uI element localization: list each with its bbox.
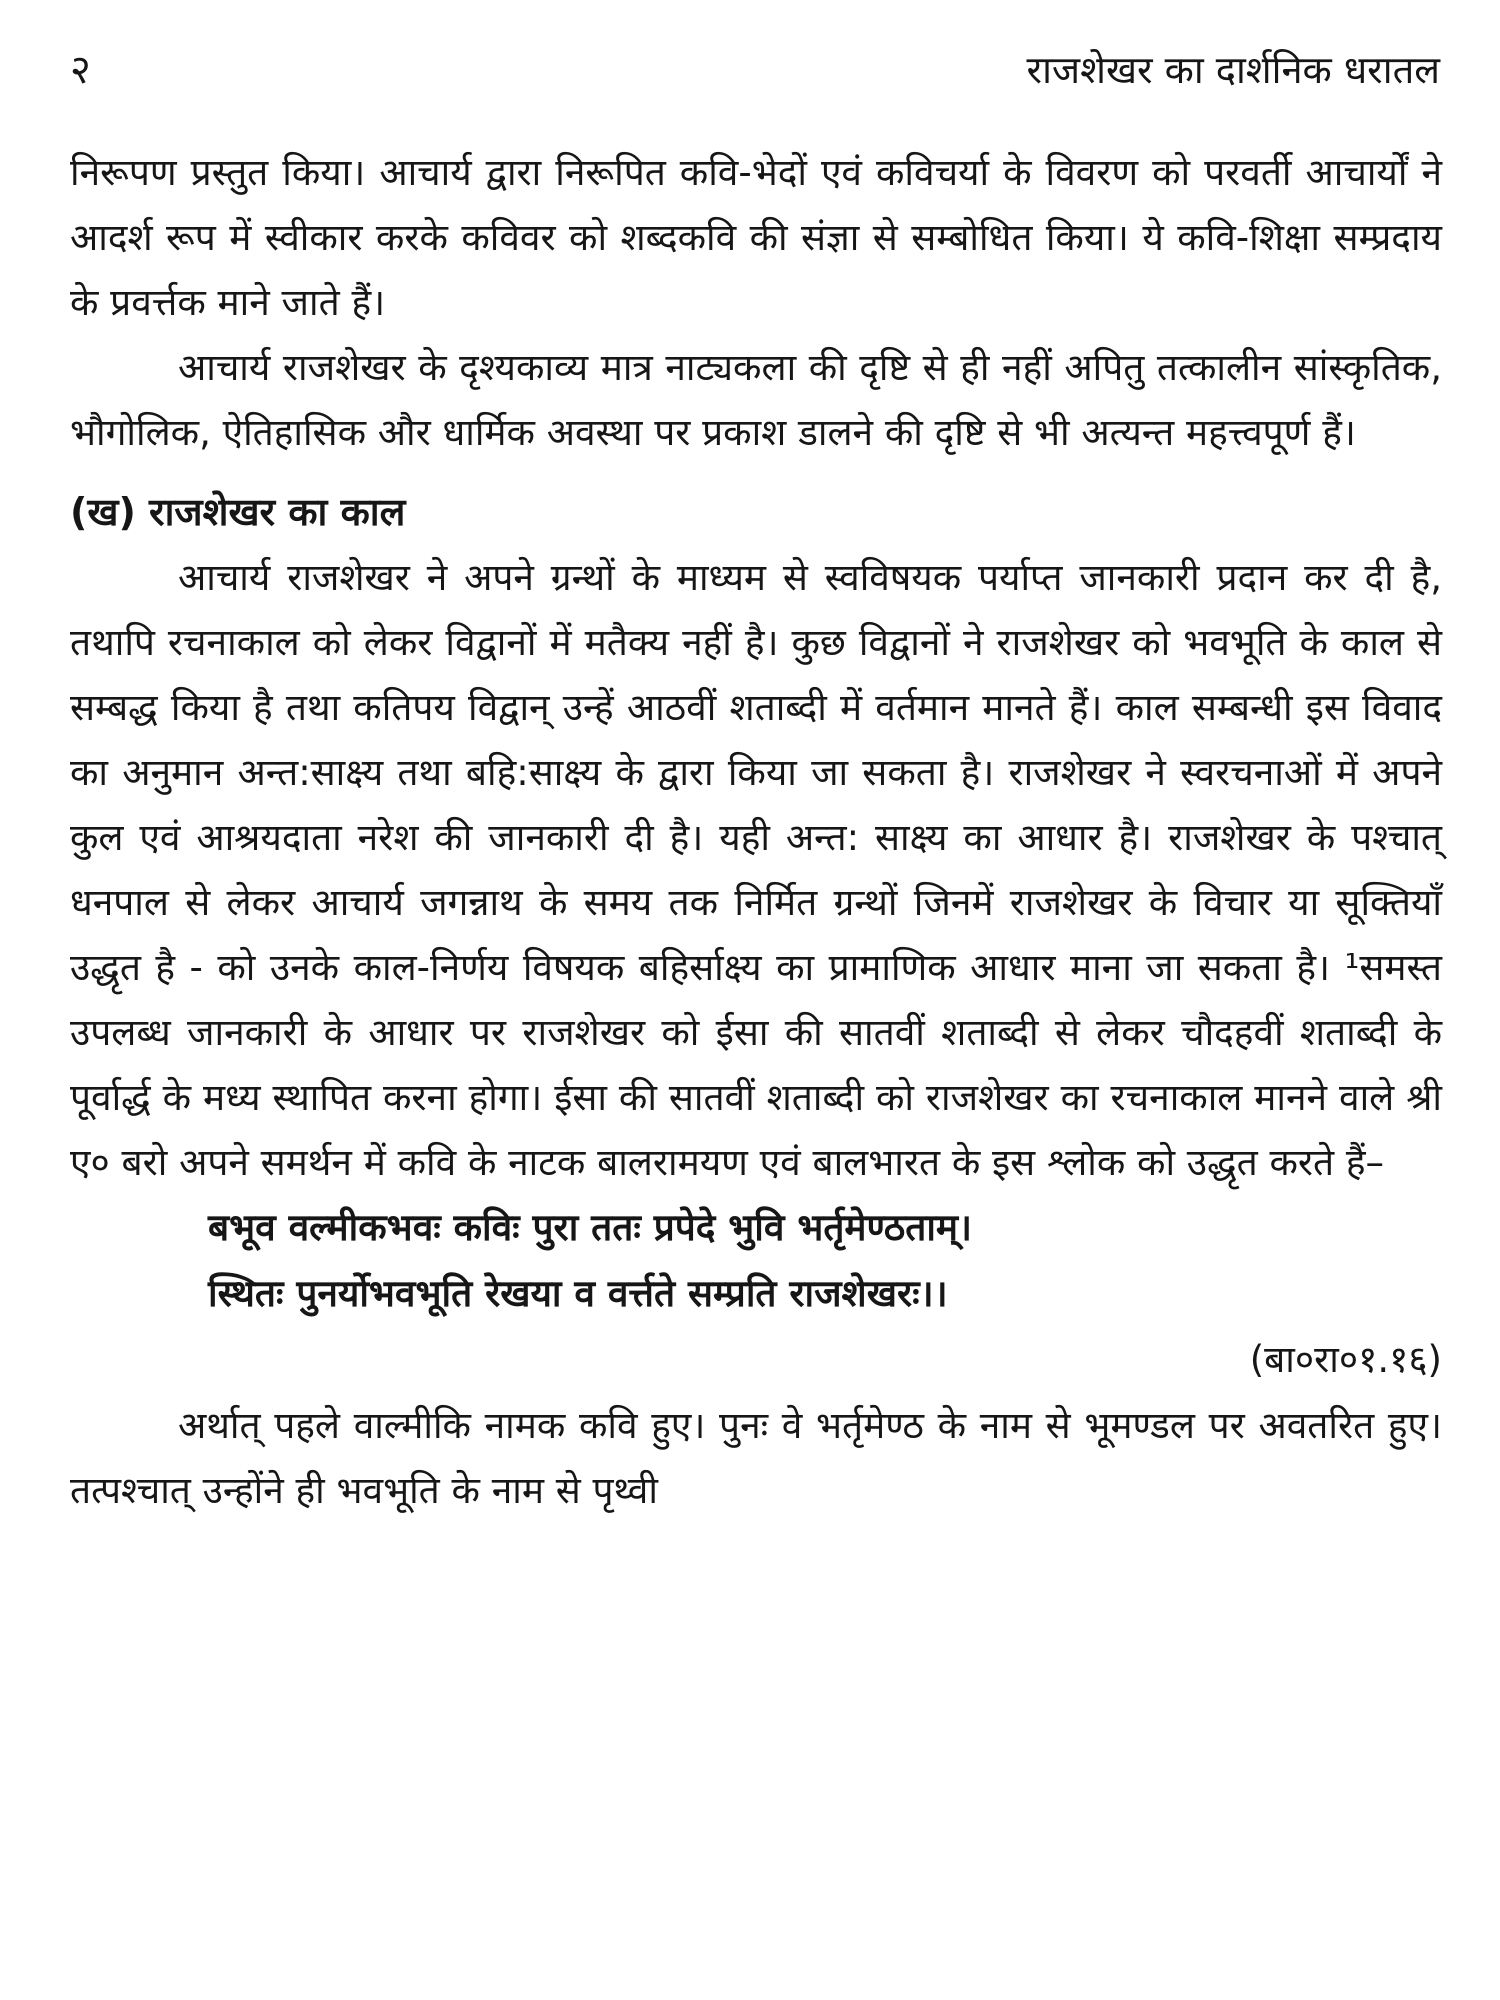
verse-line-2: स्थितः पुनर्योभवभूति रेखया व वर्त्तते सम्प्रति राजशेखरः।। (208, 1272, 948, 1315)
running-title: राजशेखर का दार्शनिक धरातल (1026, 48, 1440, 92)
body-text (70, 140, 1442, 1523)
verse-citation: (बा०रा०१.१६) (1249, 1338, 1442, 1381)
paragraph-4: अर्थात् पहले वाल्मीकि नामक कवि हुए। पुनः वे भर्तृमेण्ठ के नाम से भूमण्डल पर अवतरित हुए। तत्पश्चात् उन्होंने ही भवभूति के नाम से पृथ्वी (70, 1404, 1442, 1512)
page-number: २ (70, 47, 91, 93)
verse-block (70, 1195, 1442, 1327)
verse-line-1: बभूव वल्मीकभवः कविः पुरा ततः प्रपेदे भुवि भर्तृमेण्ठताम्। (208, 1206, 973, 1249)
section-heading: (ख) राजशेखर का काल (70, 490, 406, 534)
paragraph-1: निरूपण प्रस्तुत किया। आचार्य द्वारा निरूपित कवि-भेदों एवं कविचर्या के विवरण को परवर्ती आचार्यों ने आदर्श रूप में स्वीकार करके कविवर को शब्दकवि की संज्ञा से सम्बोधित किया। ये कवि-शिक्षा सम्प्रदाय के प्रवर्त्तक माने जाते हैं। (70, 151, 1442, 324)
page-header (70, 40, 1440, 100)
paragraph-2: आचार्य राजशेखर के दृश्यकाव्य मात्र नाट्यकला की दृष्टि से ही नहीं अपितु तत्कालीन सांस्कृतिक, भौगोलिक, ऐतिहासिक और धार्मिक अवस्था पर प्रकाश डालने की दृष्टि से भी अत्यन्त महत्त्वपूर्ण हैं। (70, 346, 1442, 454)
paragraph-3: आचार्य राजशेखर ने अपने ग्रन्थों के माध्यम से स्वविषयक पर्याप्त जानकारी प्रदान कर दी है, तथापि रचनाकाल को लेकर विद्वानों में मतैक्य नहीं है। कुछ विद्वानों ने राजशेखर को भवभूति के काल से सम्बद्ध किया है तथा कतिपय विद्वान् उन्हें आठवीं शताब्दी में वर्तमान मानते हैं। काल सम्बन्धी इस विवाद का अनुमान अन्त:साक्ष्य तथा बहि:साक्ष्य के द्वारा किया जा सकता है। राजशेखर ने स्वरचनाओं में अपने कुल एवं आश्रयदाता नरेश की जानकारी दी है। यही अन्त: साक्ष्य का आधार है। राजशेखर के पश्चात् धनपाल से लेकर आचार्य जगन्नाथ के समय तक निर्मित ग्रन्थों जिनमें राजशेखर के विचार या सूक्तियाँ उद्धृत है - को उनके काल-निर्णय विषयक बहिर्साक्ष्य का प्रामाणिक आधार माना जा सकता है। ¹समस्त उपलब्ध जानकारी के आधार पर राजशेखर को ईसा की सातवीं शताब्दी से लेकर चौदहवीं शताब्दी के पूर्वार्द्ध के मध्य स्थापित करना होगा। ईसा की सातवीं शताब्दी को राजशेखर का रचनाकाल मानने वाले श्री ए० बरो अपने समर्थन में कवि के नाटक बालरामयण एवं बालभारत के इस श्लोक को उद्धृत करते हैं– (70, 556, 1442, 1184)
